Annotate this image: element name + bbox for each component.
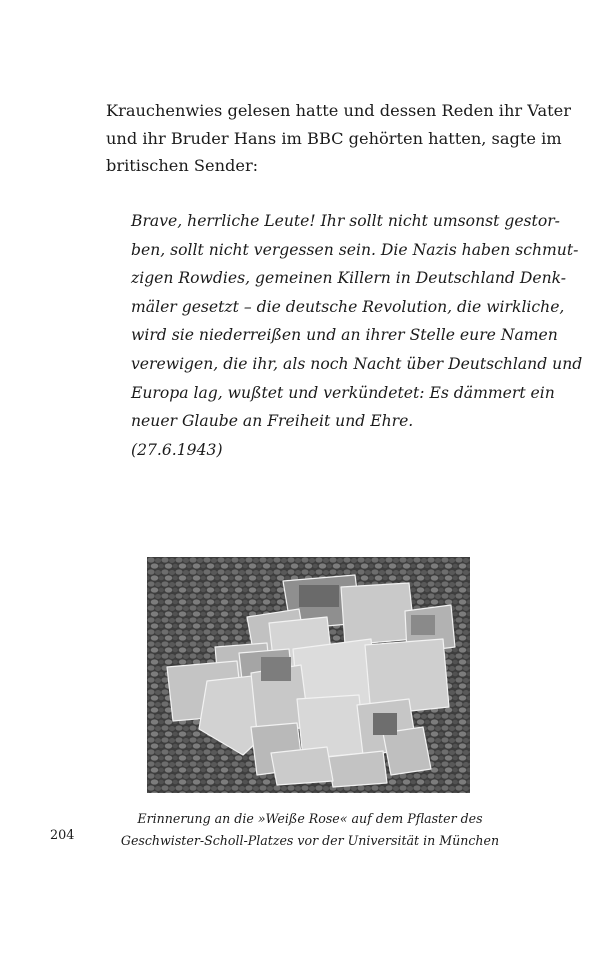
body-paragraph bbox=[106, 97, 571, 180]
body-line: und ihr Bruder Hans im BBC gehörten hatten, sagte im bbox=[106, 128, 562, 148]
quote-line: mäler gesetzt – die deutsche Revolution, die wirkliche, bbox=[131, 297, 565, 316]
quote-line: Brave, herrliche Leute! Ihr sollt nicht umsonst gestor- bbox=[131, 212, 560, 230]
quote-line: wird sie niederreißen und an ihrer Stelle eure Namen bbox=[131, 326, 558, 345]
quote-date: (27.6.1943) bbox=[131, 440, 223, 459]
block-quote bbox=[131, 207, 583, 464]
caption-line: Erinnerung an die »Weiße Rose« auf dem Pflaster des bbox=[137, 811, 483, 826]
photo-caption bbox=[120, 808, 500, 852]
quote-line: zigen Rowdies, gemeinen Killern in Deutschland Denk- bbox=[131, 269, 567, 288]
memorial-photo-graphic bbox=[147, 557, 470, 793]
body-line: britischen Sender: bbox=[106, 156, 259, 175]
caption-line: Geschwister-Scholl-Platzes vor der Universität in München bbox=[120, 833, 500, 848]
memorial-photo bbox=[147, 557, 470, 793]
quote-line: ben, sollt nicht vergessen sein. Die Nazis haben schmut- bbox=[131, 240, 579, 259]
body-line: Krauchenwies gelesen hatte und dessen Reden ihr Vater bbox=[106, 101, 571, 120]
quote-line: Europa lag, wußtet und verkündetet: Es dämmert ein bbox=[131, 383, 555, 402]
quote-line: neuer Glaube an Freiheit und Ehre. bbox=[131, 412, 414, 431]
page-number: 204 bbox=[50, 828, 75, 843]
quote-line: verewigen, die ihr, als noch Nacht über Deutschland und bbox=[131, 354, 583, 373]
